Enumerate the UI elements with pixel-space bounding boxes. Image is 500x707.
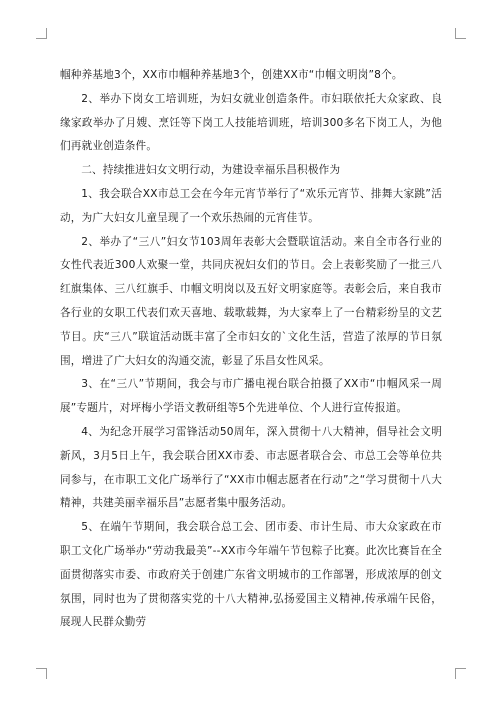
crop-mark-bottom-right [455,668,466,679]
paragraph-continued: 帼种养基地3个，XX市巾帼种养基地3个，创建XX市“巾帼文明岗”8个。 [60,69,403,81]
crop-mark-bottom-left [36,668,47,679]
paragraph-womens-day: 2、举办了“三八”妇女节103周年表彰大会暨联谊活动。来自全市各行业的女性代表近300人欢聚一堂，共同庆祝妇女们的节日。会上表彰奖励了一批三八红旗集体、三八红旗手、巾帼文明岗以及五好文明家庭等。表彰会后，来自我市各行业的女职工代表们欢天喜地、载歌载舞，为大家奉上了一台精彩纷呈的文艺节目。庆“三八”联谊活动既丰富了全市妇女的`文化生活，营造了浓厚的节日氛围，增进了广大妇女的沟通交流，彰显了乐昌女性风采。 [60,235,442,367]
section-heading: 二、持续推进妇女文明行动，为建设幸福乐昌积极作为 [81,164,341,177]
document-body [60,64,442,635]
crop-mark-top-left [36,28,47,39]
paragraph-tv-feature: 3、在“三八”节期间，我会与市广播电视台联合拍摄了XX市“巾帼风采一周展”专题片，对坪梅小学语文教研组等5个先进单位、个人进行宣传报道。 [60,378,442,415]
paragraph-volunteers: 4、为纪念开展学习雷锋活动50周年，深入贯彻十八大精神，倡导社会文明新风，3月5日上午，我会联合团XX市委、市志愿者联合会、市总工会等单位共同参与，在市职工文化广场举行了“XX市巾帼志愿者在行动”之“学习贯彻十八大精神，共建美丽幸福乐昌”志愿者集中服务活动。 [60,425,442,510]
crop-mark-top-right [455,28,466,39]
paragraph-dragon-boat: 5、在端午节期间，我会联合总工会、团市委、市计生局、市大众家政在市职工文化广场举办“劳动我最美”--XX市今年端午节包粽子比赛。此次比赛旨在全面贯彻落实市委、市政府关于创建广东省文明城市的工作部署，形成浓厚的创文氛围，同时也为了贯彻落实党的十八大精神,弘扬爱国主义精神,传承端午民俗，展现人民群众勤劳 [60,521,442,629]
paragraph-training: 2、举办下岗女工培训班，为妇女就业创造条件。市妇联依托大众家政、良缘家政举办了月嫂、烹饪等下岗工人技能培训班，培训300多名下岗工人，为他们再就业创造条件。 [60,92,442,153]
paragraph-lantern-festival: 1、我会联合XX市总工会在今年元宵节举行了“欢乐元宵节、排舞大家跳”活动，为广大妇女儿童呈现了一个欢乐热闹的元宵佳节。 [60,187,442,224]
